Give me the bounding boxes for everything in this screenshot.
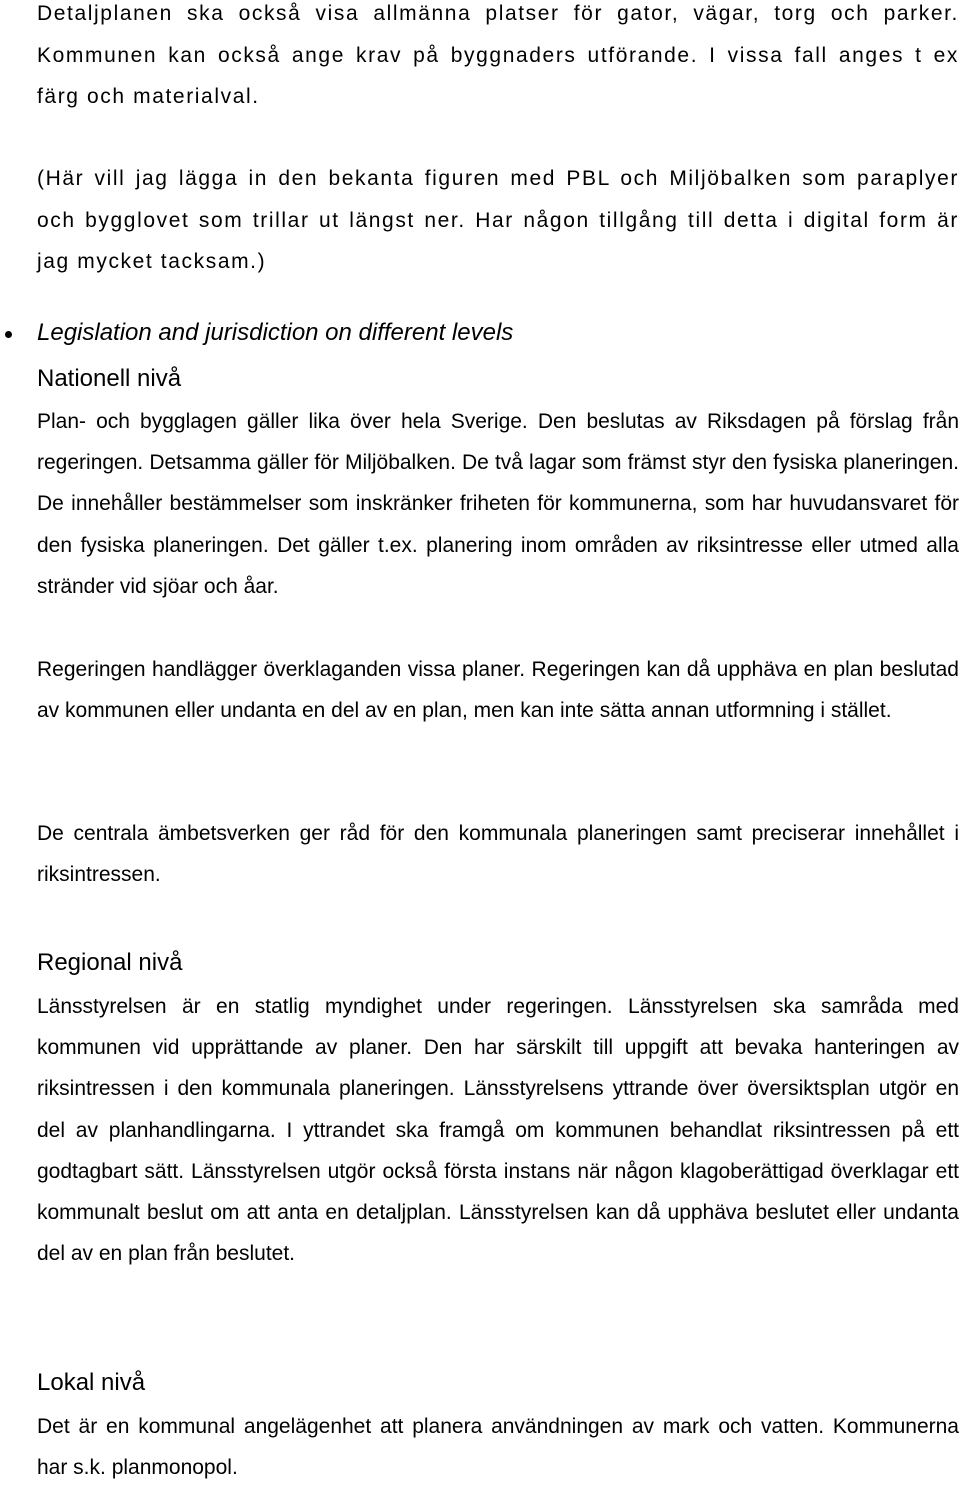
lokal-paragraph-1: Det är en kommunal angelägenhet att planera användningen av mark och vatten. Kommunerna har s.k. planmonopol. <box>37 1415 959 1480</box>
intro-paragraph: Detaljplanen ska också visa allmänna platser för gator, vägar, torg och parker. Kommunen kan också ange krav på byggnaders utförande. I vissa fall anges t ex färg och materialval. <box>37 2 959 108</box>
nationell-paragraph-3: De centrala ämbetsverken ger råd för den kommunala planeringen samt preciserar innehållet i riksintressen. <box>37 822 959 887</box>
heading-regional: Regional nivå <box>37 949 183 976</box>
heading-lokal: Lokal nivå <box>37 1369 146 1396</box>
nationell-paragraph-2: Regeringen handlägger överklaganden vissa planer. Regeringen kan då upphäva en plan beslutad av kommunen eller undanta en del av en plan, men kan inte sätta annan utformning i stället. <box>37 658 959 723</box>
nationell-paragraph-1: Plan- och bygglagen gäller lika över hela Sverige. Den beslutas av Riksdagen på förslag från regeringen. Detsamma gäller för Miljöbalken. De två lagar som främst styr den fysiska planeringen. De innehåller bestämmelser som inskränker friheten för kommunerna, som har huvudansvaret för den fysiska planeringen. Det gäller t.ex. planering inom områden av riksintresse eller utmed alla stränder vid sjöar och åar. <box>37 410 959 598</box>
regional-paragraph-1: Länsstyrelsen är en statlig myndighet under regeringen. Länsstyrelsen ska samråda med kommunen vid upprättande av planer. Den har särskilt till uppgift att bevaka hanteringen av riksintressen i den kommunala planeringen. Länsstyrelsens yttrande över översiktsplan utgör en del av planhandlingarna. I yttrandet ska framgå om kommunen behandlat riksintressen på ett godtagbart sätt. Länsstyrelsen utgör också första instans när någon klagoberättigad överklagar ett kommunalt beslut om att anta en detaljplan. Länsstyrelsen kan då upphäva beslutet eller undanta del av en plan från beslutet. <box>37 995 959 1266</box>
figure-note-paragraph: (Här vill jag lägga in den bekanta figuren med PBL och Miljöbalken som paraplyer och bygglovet som trillar ut längst ner. Har någon tillgång till detta i digital form är jag mycket tacksam.) <box>37 167 959 273</box>
section-title: Legislation and jurisdiction on different levels <box>37 319 514 346</box>
heading-nationell: Nationell nivå <box>37 365 182 392</box>
bullet-icon <box>5 331 12 338</box>
